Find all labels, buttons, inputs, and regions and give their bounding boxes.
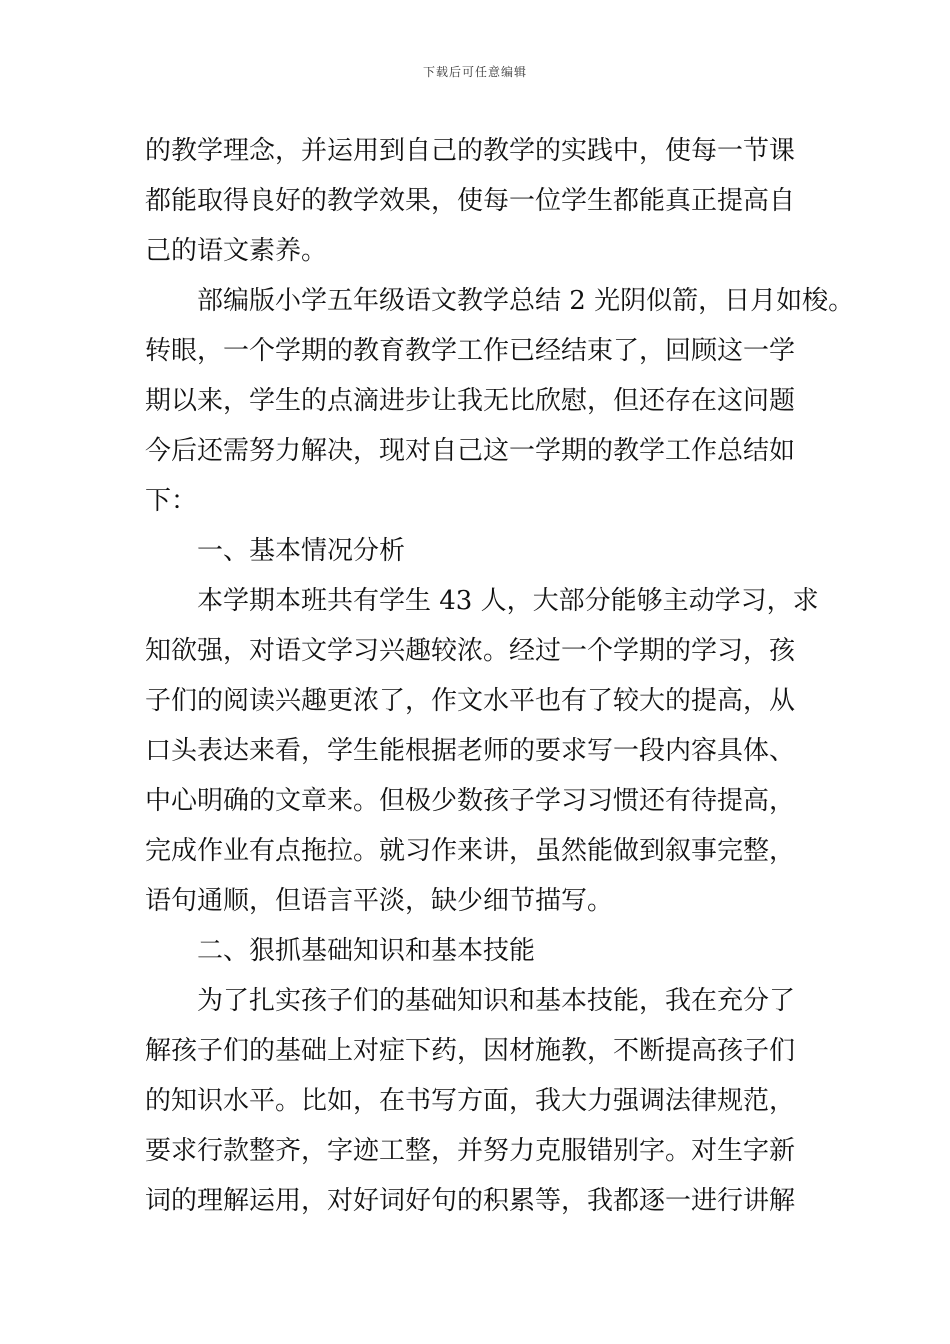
- text-line: 下：: [145, 486, 198, 516]
- text-line: 完成作业有点拖拉。就习作来讲，虽然能做到叙事完整，: [145, 836, 796, 866]
- page-header: 下载后可任意编辑: [422, 65, 527, 79]
- text-line: 知欲强，对语文学习兴趣较浓。经过一个学期的学习，孩: [145, 636, 796, 666]
- text-line: 中心明确的文章来。但极少数孩子学习习惯还有待提高，: [145, 786, 796, 816]
- text-line: 转眼，一个学期的教育教学工作已经结束了，回顾这一学: [145, 336, 796, 366]
- text-line: 期以来，学生的点滴进步让我无比欣慰，但还存在这问题: [145, 386, 796, 416]
- document-body: [145, 126, 855, 1226]
- text-line: 的教学理念，并运用到自己的教学的实践中，使每一节课: [145, 136, 796, 166]
- text-line: 二、狠抓基础知识和基本技能: [197, 936, 536, 966]
- text-line: 都能取得良好的教学效果，使每一位学生都能真正提高自: [145, 186, 796, 216]
- text-line: 的知识水平。比如，在书写方面，我大力强调法律规范，: [145, 1086, 796, 1116]
- text-line: 为了扎实孩子们的基础知识和基本技能，我在充分了: [197, 986, 796, 1016]
- text-line: 要求行款整齐，字迹工整，并努力克服错别字。对生字新: [145, 1136, 796, 1166]
- text-line: 一、基本情况分析: [197, 536, 406, 566]
- text-line: 部编版小学五年级语文教学总结 2 光阴似箭，日月如梭。: [197, 286, 855, 316]
- text-line: 解孩子们的基础上对症下药，因材施教，不断提高孩子们: [145, 1036, 796, 1066]
- text-line: 子们的阅读兴趣更浓了，作文水平也有了较大的提高，从: [145, 686, 796, 716]
- text-line: 语句通顺，但语言平淡，缺少细节描写。: [145, 886, 614, 916]
- text-line: 己的语文素养。: [145, 236, 328, 266]
- text-line: 本学期本班共有学生 43 人，大部分能够主动学习，求: [197, 586, 819, 616]
- text-line: 口头表达来看，学生能根据老师的要求写一段内容具体、: [145, 736, 796, 766]
- text-line: 词的理解运用，对好词好句的积累等，我都逐一进行讲解: [145, 1186, 796, 1216]
- text-line: 今后还需努力解决，现对自己这一学期的教学工作总结如: [145, 436, 796, 466]
